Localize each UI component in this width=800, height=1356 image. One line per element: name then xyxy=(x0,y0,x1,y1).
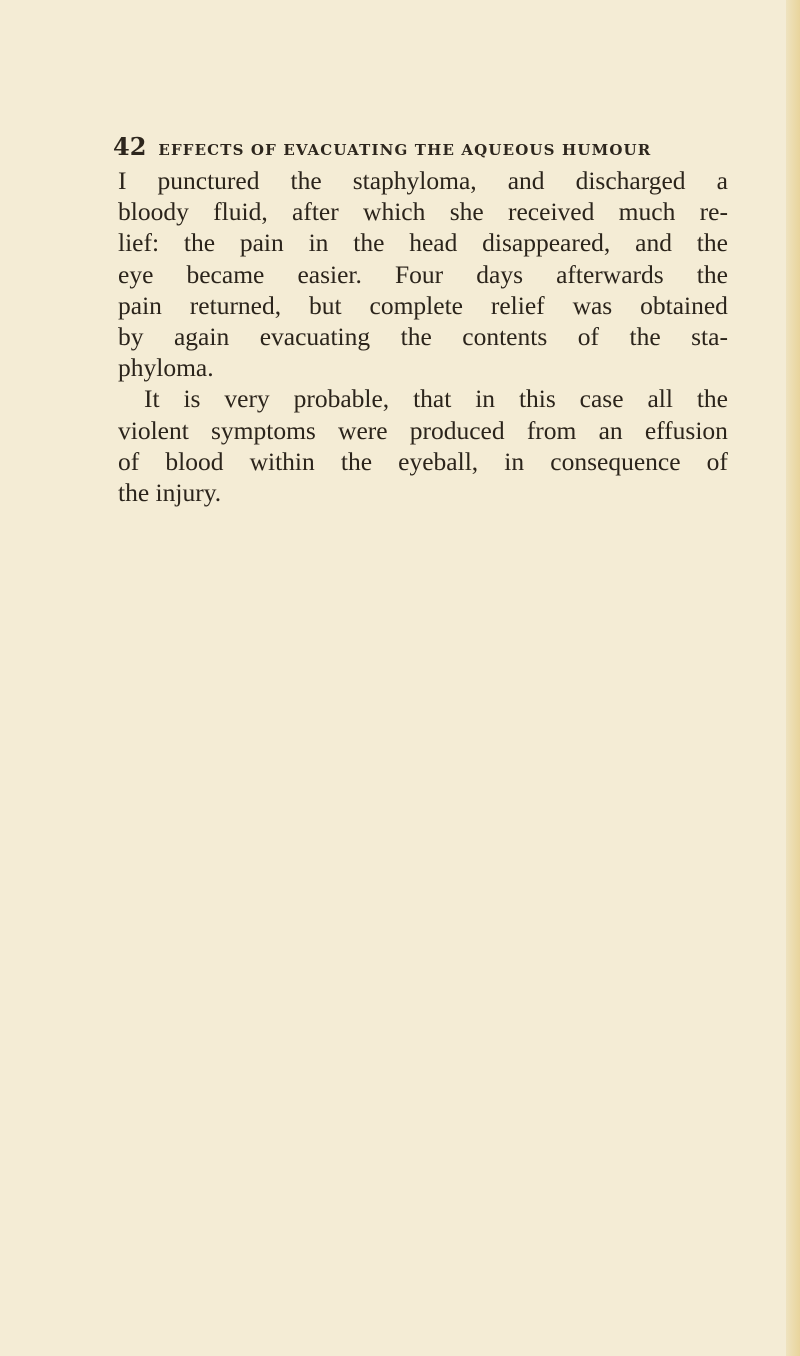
paragraph-2 xyxy=(118,383,728,508)
text-line-indented: It is very probable, that in this case all the xyxy=(144,384,728,414)
text-line: pain returned, but complete relief was obtained xyxy=(118,290,728,320)
text-line: bloody fluid, after which she received much re- xyxy=(118,197,728,227)
page-number: 42 xyxy=(113,132,147,161)
text-line: violent symptoms were produced from an effusion xyxy=(118,415,728,445)
running-head xyxy=(113,132,733,162)
text-line: I punctured the staphyloma, and discharged a xyxy=(118,166,728,195)
body-text xyxy=(118,165,728,508)
text-line: by again evacuating the contents of the sta- xyxy=(118,321,728,351)
text-line-last: phyloma. xyxy=(118,353,214,383)
page-edge xyxy=(786,0,800,1356)
text-line-last: the injury. xyxy=(118,477,222,507)
text-line: eye became easier. Four days afterwards the xyxy=(118,259,728,289)
text-line: lief: the pain in the head disappeared, and the xyxy=(118,228,728,258)
text-line: of blood within the eyeball, in consequence of xyxy=(118,446,728,476)
running-title: EFFECTS OF EVACUATING THE AQUEOUS HUMOUR xyxy=(158,141,652,159)
paragraph-1 xyxy=(118,165,728,383)
